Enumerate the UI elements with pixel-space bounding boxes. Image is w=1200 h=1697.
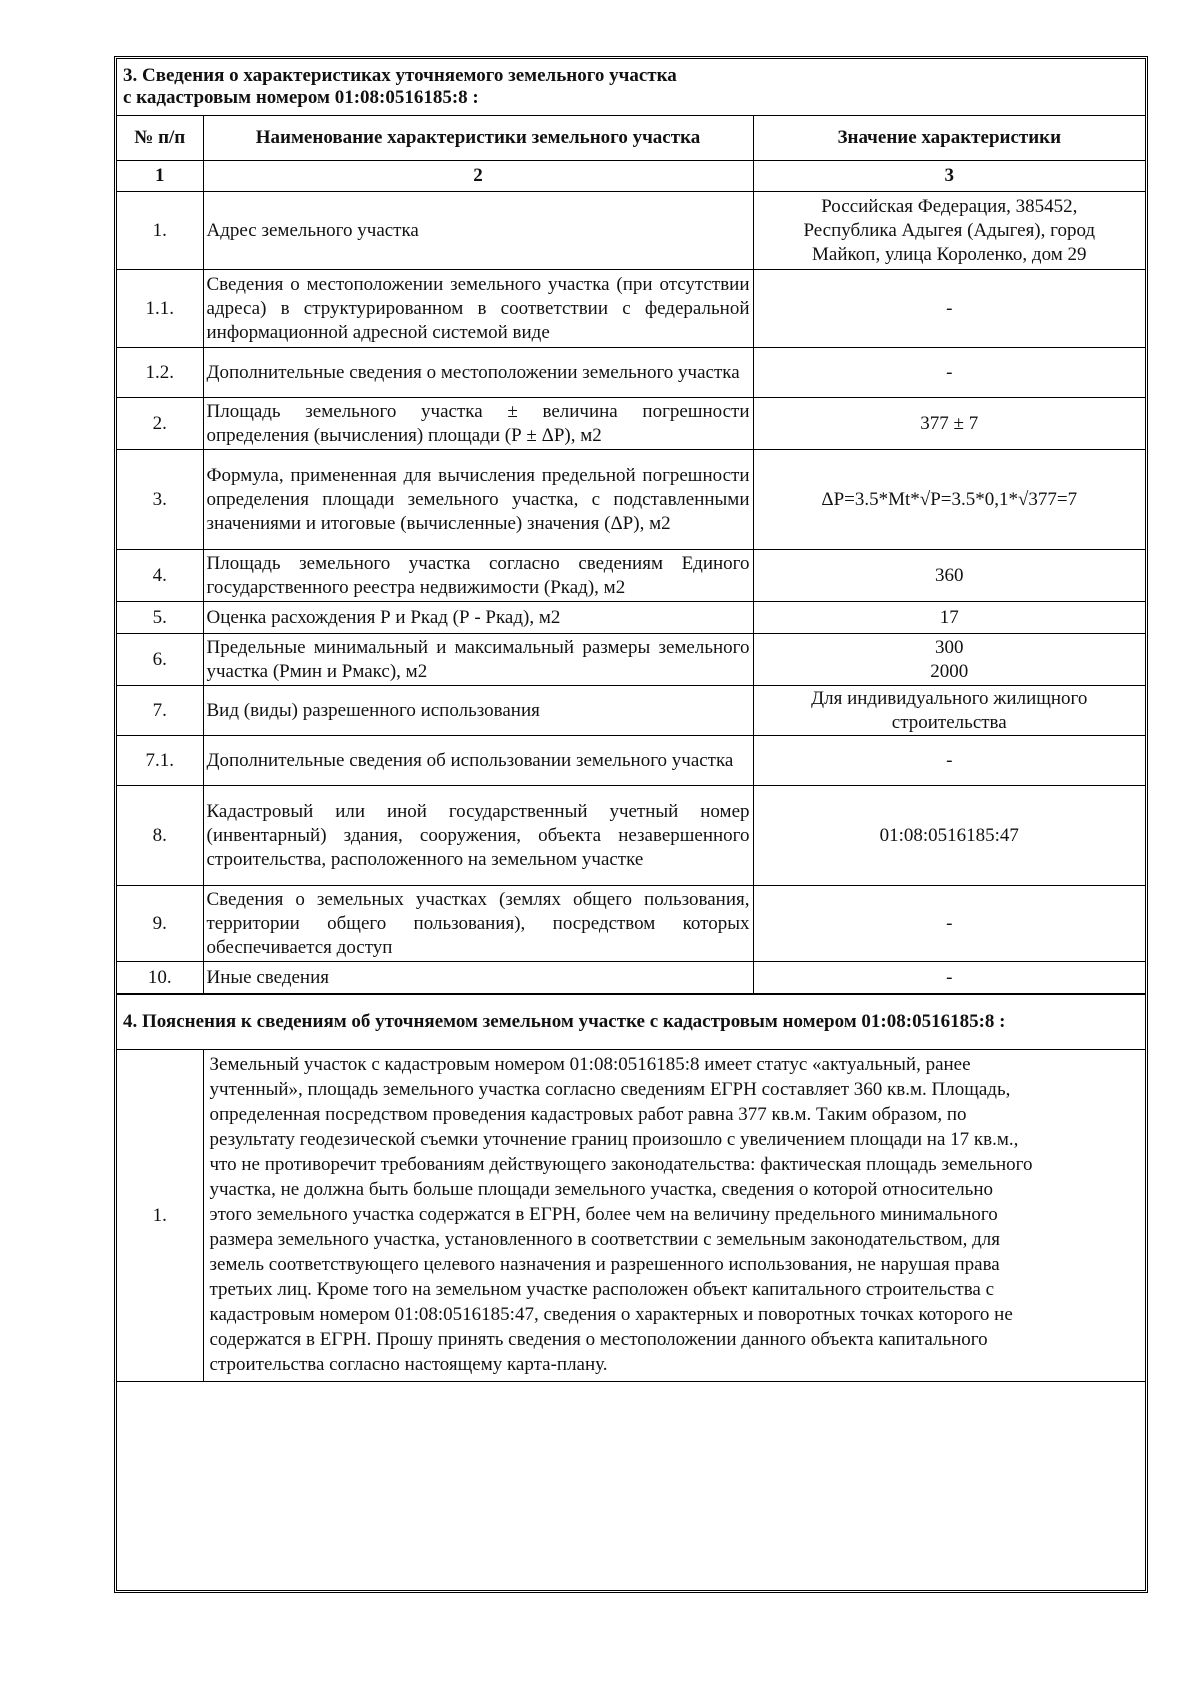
row-characteristic-name: Оценка расхождения Р и Ркад (Р - Ркад), м2: [203, 602, 753, 634]
value-line: 377 ± 7: [920, 412, 979, 434]
row-characteristic-value: [753, 962, 1145, 994]
table-row: [117, 686, 1145, 736]
table-row: [117, 736, 1145, 786]
value-line: -: [946, 966, 953, 988]
row-num: 1.: [117, 192, 203, 270]
table-row: [117, 450, 1145, 550]
value-line: -: [946, 361, 953, 383]
note-line: содержатся в ЕГРН. Прошу принять сведения о местоположении данного объекта капитального: [209, 1329, 988, 1350]
table-header-row: [117, 116, 1145, 161]
row-characteristic-value: [753, 786, 1145, 886]
column-number-1: 1: [117, 161, 203, 192]
note-line: этого земельного участка содержатся в ЕГРН, более чем на величину предельного минимального: [209, 1204, 998, 1225]
row-characteristic-value: [753, 686, 1145, 736]
table-row: [117, 550, 1145, 602]
row-characteristic-value: [753, 550, 1145, 602]
header-name: Наименование характеристики земельного участка: [203, 116, 753, 161]
row-num: 1.1.: [117, 270, 203, 348]
table-row: [117, 348, 1145, 398]
note-line: третьих лиц. Кроме того на земельном участке расположен объект капитального строительства с: [209, 1279, 995, 1300]
value-line: Майкоп, улица Короленко, дом 29: [812, 243, 1087, 265]
row-num: 5.: [117, 602, 203, 634]
row-characteristic-name: Адрес земельного участка: [203, 192, 753, 270]
value-line: Российская Федерация, 385452,: [821, 195, 1078, 217]
note-line: участка, не должна быть больше площади земельного участка, сведения о которой относительно: [209, 1179, 994, 1200]
row-characteristic-value: [753, 886, 1145, 962]
row-num: 7.1.: [117, 736, 203, 786]
section3-title: [117, 59, 1145, 116]
note-line: земель соответствующего целевого назначения и разрешенного использования, не нарушая права: [209, 1254, 1000, 1275]
table-row: [117, 602, 1145, 634]
table-row: [117, 634, 1145, 686]
table-row: [117, 886, 1145, 962]
blank-row: [117, 1382, 1145, 1574]
characteristics-table: [117, 59, 1145, 994]
blank-area: [117, 1382, 1145, 1574]
value-line: ΔP=3.5*Mt*√P=3.5*0,1*√377=7: [821, 488, 1078, 510]
document-frame: [114, 56, 1148, 1593]
row-characteristic-value: [753, 348, 1145, 398]
value-line: строительства: [891, 711, 1007, 733]
table-row: [117, 192, 1145, 270]
note-num: 1.: [117, 1050, 203, 1382]
value-line: 300: [935, 636, 964, 658]
row-num: 9.: [117, 886, 203, 962]
row-num: 2.: [117, 398, 203, 450]
column-number-2: 2: [203, 161, 753, 192]
column-number-3: 3: [753, 161, 1145, 192]
row-num: 3.: [117, 450, 203, 550]
row-characteristic-name: Дополнительные сведения о местоположении земельного участка: [203, 348, 753, 398]
row-characteristic-name: Предельные минимальный и максимальный размеры земельного участка (Рмин и Рмакс), м2: [203, 634, 753, 686]
row-characteristic-value: [753, 398, 1145, 450]
row-characteristic-name: Иные сведения: [203, 962, 753, 994]
explanations-table: [117, 994, 1145, 1573]
note-line: учтенный», площадь земельного участка согласно сведениям ЕГРН составляет 360 кв.м. Площадь,: [209, 1079, 1011, 1100]
section3-title-line2: с кадастровым номером 01:08:0516185:8 :: [123, 87, 479, 108]
row-characteristic-name: Площадь земельного участка ± величина погрешности определения (вычисления) площади (Р ± ΔР), м2: [203, 398, 753, 450]
value-line: -: [946, 749, 953, 771]
value-line: Для индивидуального жилищного: [811, 687, 1088, 709]
row-characteristic-value: [753, 634, 1145, 686]
row-characteristic-name: Сведения о земельных участках (землях общего пользования, территории общего пользования), посредством которых обеспечивается доступ: [203, 886, 753, 962]
row-characteristic-name: Кадастровый или иной государственный учетный номер (инвентарный) здания, сооружения, объекта незавершенного строительства, расположенного на земельном участке: [203, 786, 753, 886]
row-characteristic-name: Вид (виды) разрешенного использования: [203, 686, 753, 736]
note-row: [117, 1050, 1145, 1382]
row-characteristic-value: [753, 450, 1145, 550]
table-row: [117, 786, 1145, 886]
section4-title: 4. Пояснения к сведениям об уточняемом земельном участке с кадастровым номером 01:08:0516185:8 :: [117, 995, 1145, 1050]
section3-title-line1: 3. Сведения о характеристиках уточняемого земельного участка: [123, 65, 677, 86]
row-num: 7.: [117, 686, 203, 736]
row-characteristic-name: Дополнительные сведения об использовании земельного участка: [203, 736, 753, 786]
row-characteristic-value: [753, 736, 1145, 786]
row-num: 6.: [117, 634, 203, 686]
value-line: -: [946, 912, 953, 934]
note-line: кадастровым номером 01:08:0516185:47, сведения о характерных и поворотных точках которого не: [209, 1304, 1013, 1325]
header-value: Значение характеристики: [753, 116, 1145, 161]
row-characteristic-name: Формула, примененная для вычисления предельной погрешности определения площади земельного участка, с подставленными значениями и итоговые (вычисленные) значения (ΔР), м2: [203, 450, 753, 550]
table-row: [117, 270, 1145, 348]
value-line: -: [946, 297, 953, 319]
section4-title-row: [117, 995, 1145, 1050]
section3-title-row: [117, 59, 1145, 116]
row-num: 1.2.: [117, 348, 203, 398]
note-line: определенная посредством проведения кадастровых работ равна 377 кв.м. Таким образом, по: [209, 1104, 967, 1125]
note-line: строительства согласно настоящему карта-плану.: [209, 1354, 608, 1375]
note-line: что не противоречит требованиям действующего законодательства: фактическая площадь земельного: [209, 1154, 1033, 1175]
row-characteristic-value: [753, 192, 1145, 270]
row-num: 8.: [117, 786, 203, 886]
note-line: Земельный участок с кадастровым номером 01:08:0516185:8 имеет статус «актуальный, ранее: [209, 1054, 971, 1075]
row-num: 4.: [117, 550, 203, 602]
note-line: размера земельного участка, установленного в соответствии с земельным законодательством, для: [209, 1229, 1001, 1250]
note-text: [203, 1050, 1145, 1382]
row-characteristic-name: Сведения о местоположении земельного участка (при отсутствии адреса) в структурированном в соответствии с федеральной информационной адресной системой виде: [203, 270, 753, 348]
value-line: 17: [939, 606, 959, 628]
value-line: 2000: [930, 660, 969, 682]
row-characteristic-value: [753, 270, 1145, 348]
column-number-row: [117, 161, 1145, 192]
row-characteristic-value: [753, 602, 1145, 634]
header-num: № п/п: [117, 116, 203, 161]
table-row: [117, 398, 1145, 450]
note-line: результату геодезической съемки уточнение границ произошло с увеличением площади на 17 кв.м.,: [209, 1129, 1019, 1150]
row-num: 10.: [117, 962, 203, 994]
row-characteristic-name: Площадь земельного участка согласно сведениям Единого государственного реестра недвижимости (Ркад), м2: [203, 550, 753, 602]
table-row: [117, 962, 1145, 994]
value-line: 360: [935, 564, 964, 586]
value-line: Республика Адыгея (Адыгея), город: [803, 219, 1096, 241]
value-line: 01:08:0516185:47: [879, 824, 1019, 846]
